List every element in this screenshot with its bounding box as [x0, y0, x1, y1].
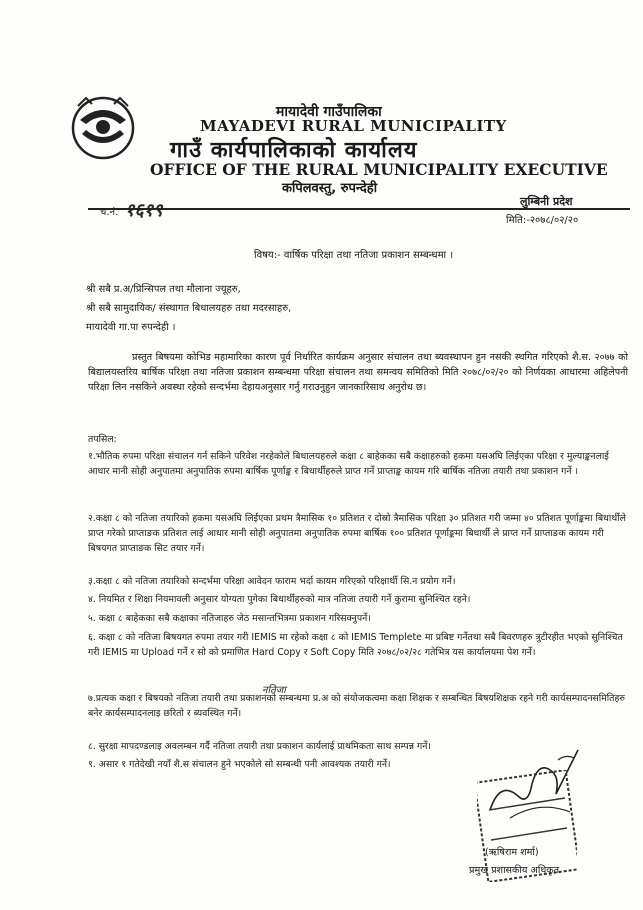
- province-label: लुम्बिनी प्रदेश: [520, 195, 573, 208]
- letter-subject: विषय:- वार्षिक परिक्षा तथा नतिजा प्रकाशन सम्बन्धमा ।: [254, 250, 454, 261]
- office-name-nepali: गाउँ कार्यपालिकाको कार्यालय: [170, 138, 418, 163]
- list-item: ३.कक्षा ८ को नतिजा तयारिको सन्दर्भमा परिक्षा आवेदन फाराम भर्दा कायम गरिएको परिक्षार्थी सि.न प्रयोग गर्ने।: [88, 576, 456, 587]
- list-item: ८. सुरक्षा मापदण्डलाइ अवलम्बन गर्दै नतिजा तयारी तथा प्रकाशन कार्यलाई प्राथमिकता साथ सम्पन्न गर्ने।: [88, 741, 431, 752]
- reference-number: १६१९: [125, 200, 163, 221]
- list-item: २.कक्षा ८ को नतिजा तयारिको हकमा यसअघि लिईएका प्रथम त्रैमासिक १० प्रतिशत र दोस्रो त्रैमासिक परिक्षा ३० प्रतिशत गरी जम्मा ४० प्रतिशत पूर्णाङ्कमा बिधार्थीले प्राप्त गरेको प्राप्ताङक प्रतिशत लाई आधार मानी सोही अनुपातमा अनुपातिक रुपमा बार्षिक १०० प्रतिशत पूर्णाङ्कमा बिधार्थी ले प्राप्त गर्ने प्राप्ताङक कायम गरी बिषयगत प्राप्ताङक सिट तयार गर्ने।: [88, 513, 626, 554]
- list-item: ७.प्रत्यक कक्षा र बिषयको नतिजा तयारी तथा प्रकाशनको सम्बन्धमा प्र.अ को संयोजकत्वमा कक्षा शिक्षक र सम्बन्धित बिषयशिक्षक रहने गरी कार्यसम्पादनसमितिहरु बनेर कार्यसम्पादनलाइ छरितो र ब्यवस्थित गर्ने।: [88, 693, 625, 719]
- header-divider: [88, 208, 630, 210]
- intro-text: प्रस्तुत बिषयमा कोभिड महामारिका कारण पूर्व निर्धारित कार्यक्रम अनुसार संचालन तथा ब्यवस्थापन हुन नसकी स्थगित गरिएको शै.स. २०७७ को बिद्यालयस्तरिय बार्षिक परिक्षा तथा नतिजा प्रकाशन सम्बन्धमा परिक्षा संचालन तथा समन्वय समितिको मिति २०७८/०२/२० को निर्णयका आधारमा अहिलेपनी परिक्षा लिन नसकिने अवस्था रहेको सन्दर्भमा देहायअनुसार गर्नु गराउनुहुन जानकारिसाथ अनुरोध छ।: [88, 352, 628, 394]
- signatory-name: (ऋषिराम शर्मा): [485, 847, 539, 858]
- list-item: १.भौतिक रुपमा परिक्षा संचालन गर्न सकिने परिवेश नरहेकोले बिधालयहरुले कक्षा ८ बाहेकका सबै कक्षाहरुको हकमा यसअघि लिईएका परिक्षा र मुल्याङ्कनलाई आधार मानी सोही अनुपातमा अनुपातिक रुपमा बार्षिक पूर्णाङ्क र बिधार्थीहरुले प्राप्त गर्ने प्राप्ताङ्क कायम गरि बार्षिक नतिजा तयारी तथा प्रकाशन गर्ने ।: [88, 451, 609, 477]
- municipality-emblem-icon: [68, 90, 138, 164]
- addressee-line: श्री सबै प्र.अ/प्रिन्सिपल तथा मौलाना ज्यूहरु,: [86, 284, 241, 295]
- office-name-english: OFFICE OF THE RURAL MUNICIPALITY EXECUTIVE: [150, 160, 608, 179]
- intro-paragraph: [88, 350, 628, 396]
- list-item: ६. कक्षा ८ को नतिजा बिषयगत रुपमा तयार गरी IEMIS मा रहेको कक्षा ८ को IEMIS Templete मा प्रबिष्ट गर्नेतथा सबै बिवरणहरु त्रुटीरहीत भएको सुनिश्चित गरी IEMIS मा Upload गर्ने र सो को प्रमाणित Hard Copy र Soft Copy मिति २०७८/०२/२८ गतेभित्र यस कार्यालयमा पेश गर्ने।: [88, 632, 623, 658]
- addressee-line: मायादेवी गा.पा रुपन्देही ।: [86, 322, 176, 333]
- org-name-english: MAYADEVI RURAL MUNICIPALITY: [200, 117, 507, 135]
- reference-label: च.नं.: [100, 207, 119, 218]
- signatory-title: प्रमुख प्रशासकीय अधिकृत: [469, 865, 560, 876]
- handwritten-correction: नतिजा: [262, 685, 286, 696]
- letter-date: मिति:-२०७८/०२/२०: [506, 215, 579, 226]
- list-heading: तपसिल:: [88, 434, 117, 445]
- addressee-line: श्री सबै सामुदायिक/ संस्थागत बिधालयहरु तथा मदरसाहरु,: [86, 303, 292, 314]
- list-item: ५. कक्षा ८ बाहेकका सबै कक्षाका नतिजाहरु जेठ मसान्तभित्रमा प्रकाशन गरिसक्नुपर्ने।: [88, 613, 371, 624]
- office-address: कपिलवस्तु, रुपन्देही: [282, 181, 378, 196]
- org-name-nepali: मायादेवी गाउँपालिका: [276, 104, 382, 120]
- list-item: ४. नियमित र शिक्षा नियमावली अनुसार योग्यता पुगेका बिधार्थीहरुको मात्र नतिजा तयारी गर्ने कुरामा सुनिश्चित रहने।: [88, 594, 471, 605]
- list-item: ९. असार १ गतेदेखी नयाँ शै.स संचालन हुने भएकोले सो सम्बन्धी पनी आवश्यक तयारी गर्ने।: [88, 759, 391, 770]
